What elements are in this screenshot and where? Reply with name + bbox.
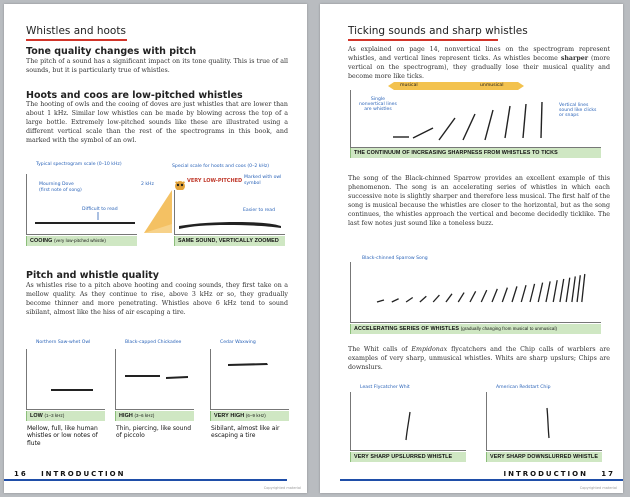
caption-bar-low [26, 411, 105, 421]
song-note [572, 276, 575, 302]
song-note [433, 295, 439, 302]
label-2khz: 2 kHz [141, 182, 154, 187]
paragraph-tone: The pitch of a sound has a significant impact on its tone quality. This is true of all sounds, but it is particularly true of whistles. [26, 58, 288, 74]
bar-label: COOING [30, 238, 53, 244]
song-note [492, 289, 497, 302]
bar-label: HIGH [119, 413, 133, 419]
footer-rule [340, 479, 623, 481]
bar-label: VERY SHARP DOWNSLURRED WHISTLE [490, 454, 599, 460]
title-underline [26, 39, 127, 41]
label-very-low-pitched: VERY LOW-PITCHED [187, 178, 243, 184]
bar-label: ACCELERATING SERIES OF WHISTLES [354, 326, 460, 332]
bar-sublabel: (6–9 kHz) [245, 413, 266, 418]
spectrogram-very-high [210, 349, 289, 410]
caption-redstart: American Redstart Chip [496, 385, 551, 390]
musical-scale-arrow [388, 82, 524, 90]
caption-bar-very-high [210, 411, 289, 421]
right-page [320, 4, 623, 493]
arrow-icon [93, 212, 103, 221]
heading-hoots: Hoots and coos are low-pitched whistles [26, 90, 243, 101]
song-note [502, 288, 507, 302]
spectrogram-high [115, 349, 194, 410]
caption-bar-high [115, 411, 194, 421]
song-note [458, 293, 464, 302]
caption-bar-chip [486, 452, 602, 462]
description-very-high: Sibilant, almost like air escaping a tire [211, 425, 280, 440]
song-note [560, 279, 564, 302]
paragraph-intro: As explained on page 14, nonvertical lines on the spectrogram represent whistles, and vertical lines represent ticks. As whistles become sharper (more vertical on the spectrogram), they gradually lose their musical quality and become more like ticks. [348, 46, 610, 80]
bar-sublabel: (very low-pitched whistle) [54, 238, 106, 243]
label-unmusical: unmusical [480, 83, 504, 88]
paragraph-whit-chip: The Whit calls of Empidonax flycatchers and the Chip calls of warblers are examples of very sharp, unmusical whistles. Whits are sharp upslurs; Chips are downslurs. [348, 346, 610, 371]
caption-typical-scale: Typical spectrogram scale (0–10 kHz) [36, 162, 122, 167]
caption-bar-cooing [26, 236, 137, 246]
caption-cedar-waxwing: Cedar Waxwing [220, 340, 256, 345]
left-page [4, 4, 307, 493]
sound-trace [51, 389, 93, 391]
running-footer: INTRODUCTION [41, 470, 126, 478]
song-note [470, 291, 476, 302]
bar-sublabel: (gradually changing from musical to unmusical) [460, 326, 558, 331]
page-number: 16 [14, 470, 28, 478]
paragraph-hoots: The hooting of owls and the cooing of doves are just whistles that are lower than about 1 kHz. Similar low whistles can be made by blowing across the top of a large bottle. Extremely low-pitched sounds like these are illustrated using a different vertical scale than the rest of the spectrograms in this book, and marked with the symbol of an owl. [26, 101, 288, 144]
footer-rule [4, 479, 287, 481]
description-high: Thin, piercing, like sound of piccolo [116, 425, 192, 440]
sound-traces [391, 100, 561, 142]
zoom-wedge [142, 190, 174, 234]
page-number: 17 [601, 470, 615, 478]
caption-chickadee: Black-capped Chickadee [125, 340, 182, 345]
bar-label: LOW [30, 413, 43, 419]
song-note [521, 285, 526, 302]
caption-bar-same-sound [174, 236, 285, 246]
song-note [446, 294, 452, 302]
bar-label: VERY SHARP UPSLURRED WHISTLE [354, 454, 453, 460]
song-note [566, 278, 570, 302]
caption-special-scale: Special scale for hoots and coos (0–2 kHz) [172, 164, 270, 169]
section-title: Ticking sounds and sharp whistles [348, 25, 528, 37]
caption-least-flycatcher: Least Flycatcher Whit [360, 385, 410, 390]
song-note [553, 280, 557, 302]
song-note [377, 300, 384, 302]
bar-label: SAME SOUND, VERTICALLY ZOOMED [178, 238, 279, 244]
label-mourning-dove: Mourning Dove (first note of song) [39, 182, 82, 193]
sound-trace [35, 222, 135, 224]
song-note [420, 296, 426, 302]
label-vertical-ticks: Vertical lines sound like clicks or snaps [559, 103, 597, 119]
sound-trace [403, 410, 413, 442]
label-single-whistles: Single nonvertical lines are whistles [359, 97, 397, 113]
paragraph-sparrow: The song of the Black-chinned Sparrow provides an excellent example of this phenomenon. The song is an accelerating series of whistles in which each successive note is slightly sharper and therefore less musical. The first half of the song is musical because the whistles are closer to the horizontal, but as the song continues, the whistles approach the vertical and become decidedly ticklike. The last few notes just sound like a toneless buzz. [348, 175, 610, 227]
sound-traces [371, 272, 591, 312]
sound-trace [227, 359, 271, 369]
copyright-notice: Copyrighted material [263, 486, 301, 490]
caption-bar-continuum [350, 148, 601, 158]
spectrogram-continuum [350, 90, 601, 148]
description-low: Mellow, full, like human whistles or low notes of flute [27, 425, 98, 447]
heading-pitch: Pitch and whistle quality [26, 270, 159, 281]
song-note [546, 281, 550, 302]
owl-icon [174, 176, 186, 187]
song-note [538, 283, 542, 302]
spectrogram-zoomed [174, 190, 285, 235]
bar-sublabel: (3–6 kHz) [134, 413, 155, 418]
paragraph-pitch: As whistles rise to a pitch above hooting and cooing sounds, they first take on a mellow quality. As they continue to rise, above 3 kHz or so, they gradually become thinner and more penetrating. Whistles above 6 kHz tend to sound sibilant, almost like the hiss of air escaping a tire. [26, 282, 288, 316]
copyright-notice: Copyrighted material [579, 486, 617, 490]
label-marked-owl: Marked with owl symbol [244, 175, 282, 186]
song-note [577, 275, 580, 302]
bar-sublabel: (1–3 kHz) [44, 413, 65, 418]
caption-sparrow-song: Black-chinned Sparrow Song [362, 256, 428, 261]
song-note [530, 284, 535, 302]
sound-trace [177, 216, 285, 232]
running-footer: INTRODUCTION [503, 470, 588, 478]
song-note [481, 290, 486, 302]
heading-tone: Tone quality changes with pitch [26, 46, 197, 57]
song-note [392, 299, 399, 302]
label-difficult: Difficult to read [82, 207, 118, 212]
spectrogram-low [26, 349, 105, 410]
caption-bar-sparrow [350, 324, 601, 334]
spectrogram-whit [350, 392, 466, 451]
spectrogram-typical [26, 174, 137, 235]
section-title: Whistles and hoots [26, 25, 126, 37]
spectrogram-sparrow [350, 262, 601, 323]
caption-saw-whet-owl: Northern Saw-whet Owl [36, 340, 91, 345]
sound-trace [543, 406, 553, 440]
bar-label: THE CONTINUUM OF INCREASING SHARPNESS FROM WHISTLES TO TICKS [354, 150, 558, 156]
title-underline [348, 39, 498, 41]
bar-label: VERY HIGH [214, 413, 245, 419]
label-musical: musical [400, 83, 418, 88]
caption-bar-whit [350, 452, 466, 462]
song-note [582, 274, 585, 302]
label-easier: Easier to read [243, 208, 275, 213]
sound-trace [124, 371, 190, 381]
spectrogram-chip [486, 392, 602, 451]
song-note [406, 298, 413, 302]
song-note [512, 286, 517, 302]
